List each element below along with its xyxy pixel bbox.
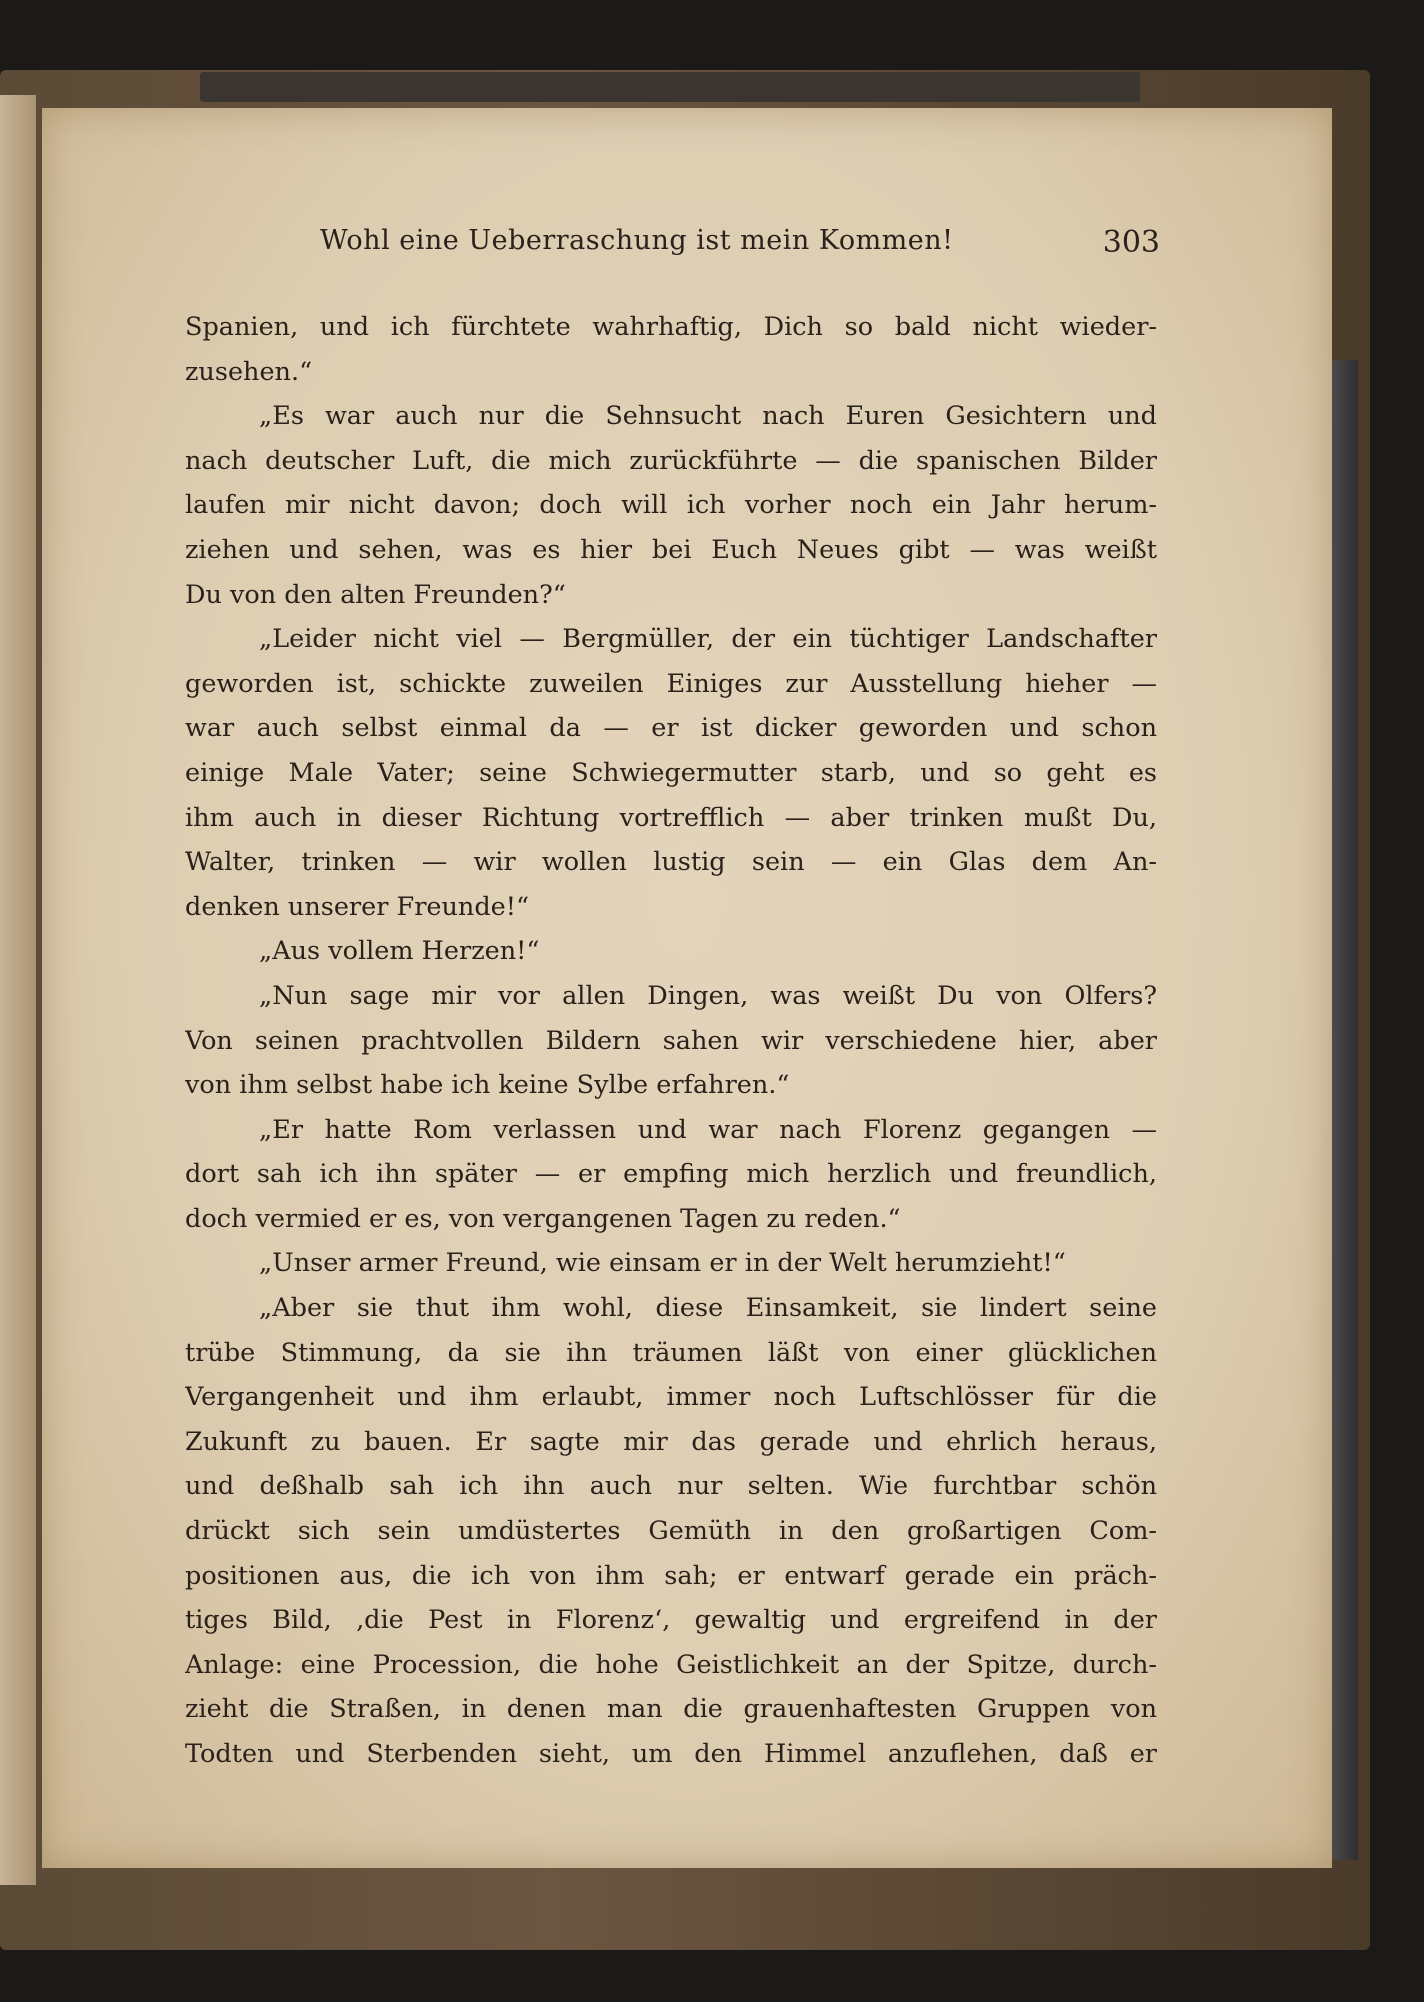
text-line: tiges Bild, ‚die Pest in Florenz‘, gewaltig und ergreifend in der (185, 1605, 1157, 1636)
text-line: laufen mir nicht davon; doch will ich vorher noch ein Jahr herum- (185, 490, 1157, 521)
top-binding-band (200, 72, 1140, 102)
text-line: denken unserer Freunde!“ (185, 891, 530, 922)
text-line: Anlage: eine Procession, die hohe Geistlichkeit an der Spitze, durch- (185, 1649, 1157, 1680)
text-line: drückt sich sein umdüstertes Gemüth in den großartigen Com- (185, 1516, 1157, 1547)
text-line: und deßhalb sah ich ihn auch nur selten. Wie furchtbar schön (185, 1471, 1157, 1502)
text-line: ziehen und sehen, was es hier bei Euch Neues gibt — was weißt (185, 534, 1157, 565)
text-line: ihm auch in dieser Richtung vortrefflich — aber trinken mußt Du, (185, 802, 1157, 833)
left-page-sliver (0, 95, 36, 1885)
text-line: von ihm selbst habe ich keine Sylbe erfahren.“ (185, 1070, 790, 1101)
page-number: 303 (1102, 225, 1160, 260)
text-line: war auch selbst einmal da — er ist dicker geworden und schon (185, 713, 1157, 744)
right-spine-strip (1332, 360, 1358, 1860)
text-line: doch vermied er es, von vergangenen Tagen zu reden.“ (185, 1203, 901, 1234)
text-line: „Leider nicht viel — Bergmüller, der ein tüchtiger Landschafter (259, 624, 1157, 655)
text-line: trübe Stimmung, da sie ihn träumen läßt von einer glücklichen (185, 1337, 1157, 1368)
text-line: „Aus vollem Herzen!“ (259, 936, 540, 967)
text-line: zieht die Straßen, in denen man die grauenhaftesten Gruppen von (185, 1694, 1157, 1725)
text-line: Vergangenheit und ihm erlaubt, immer noch Luftschlösser für die (185, 1382, 1157, 1413)
text-line: einige Male Vater; seine Schwiegermutter starb, und so geht es (185, 757, 1157, 788)
text-line: Walter, trinken — wir wollen lustig sein — ein Glas dem An- (185, 847, 1157, 878)
text-line: Spanien, und ich fürchtete wahrhaftig, Dich so bald nicht wieder- (185, 312, 1157, 342)
text-line: Todten und Sterbenden sieht, um den Himmel anzuflehen, daß er (185, 1739, 1157, 1769)
text-line: „Er hatte Rom verlassen und war nach Florenz gegangen — (259, 1114, 1157, 1145)
running-head: Wohl eine Ueberraschung ist mein Kommen! (320, 225, 954, 256)
text-line: Du von den alten Freunden?“ (185, 579, 566, 610)
text-line: geworden ist, schickte zuweilen Einiges zur Ausstellung hieher — (185, 668, 1157, 699)
text-line: „Es war auch nur die Sehnsucht nach Euren Gesichtern und (259, 401, 1157, 432)
text-line: dort sah ich ihn später — er empfing mich herzlich und freundlich, (185, 1159, 1157, 1190)
text-line: „Aber sie thut ihm wohl, diese Einsamkeit, sie lindert seine (259, 1293, 1157, 1324)
text-line: positionen aus, die ich von ihm sah; er entwarf gerade ein präch- (185, 1560, 1157, 1591)
text-line: „Unser armer Freund, wie einsam er in der Welt herumzieht!“ (259, 1248, 1066, 1279)
text-line: zusehen.“ (185, 356, 313, 387)
text-line: Zukunft zu bauen. Er sagte mir das gerade und ehrlich heraus, (185, 1426, 1157, 1457)
text-line: nach deutscher Luft, die mich zurückführte — die spanischen Bilder (185, 445, 1157, 476)
body-text (185, 305, 1157, 1777)
text-line: Von seinen prachtvollen Bildern sahen wir verschiedene hier, aber (185, 1025, 1157, 1056)
text-line: „Nun sage mir vor allen Dingen, was weißt Du von Olfers? (259, 980, 1157, 1011)
